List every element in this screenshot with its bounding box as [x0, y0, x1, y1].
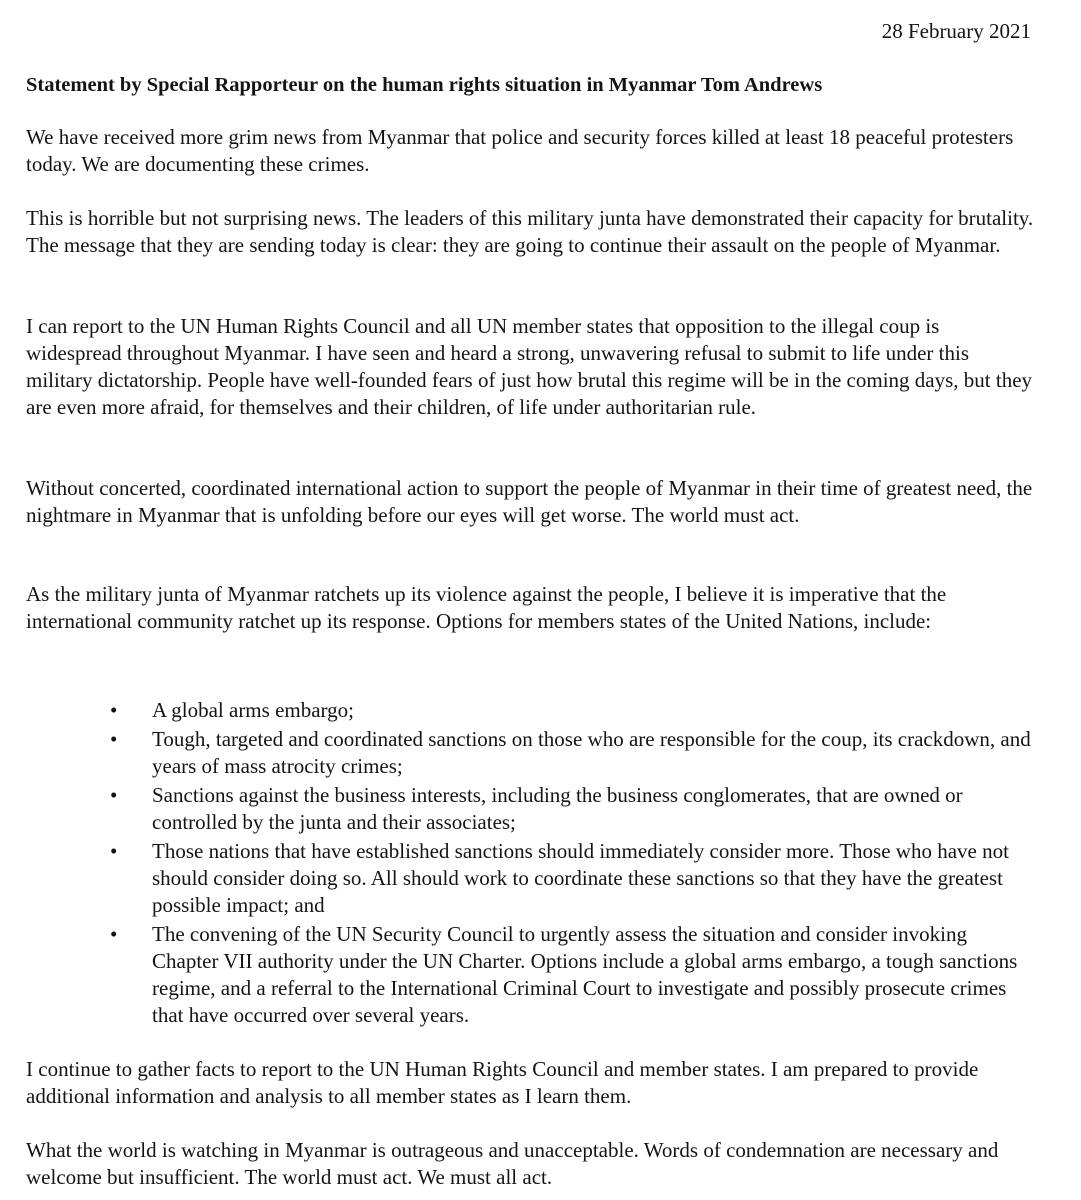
- statement-title: Statement by Special Rapporteur on the human rights situation in Myanmar Tom Andrews: [26, 74, 823, 96]
- bullet-icon: •: [110, 727, 118, 751]
- list-item-text: The convening of the UN Security Council to urgently assess the situation and consider invoking Chapter VII authority under the UN Charter. Options include a global arms embargo, a tough sanctions regime, and a referral to the International Criminal Court to investigate and possibly prosecute crimes that have occurred over several years.: [152, 922, 1018, 1027]
- closing-paragraph-2: What the world is watching in Myanmar is outrageous and unacceptable. Words of condemnation are necessary and welcome but insufficient. The world must act. We must all act.: [26, 1138, 999, 1189]
- closing-paragraph-1: I continue to gather facts to report to the UN Human Rights Council and member states. I am prepared to provide additional information and analysis to all member states as I learn them.: [26, 1057, 979, 1108]
- paragraph-5: As the military junta of Myanmar ratchets up its violence against the people, I believe it is imperative that the international community ratchet up its response. Options for members states of the United Nations, include:: [26, 582, 947, 633]
- list-item-text: Sanctions against the business interests, including the business conglomerates, that are owned or controlled by the junta and their associates;: [152, 783, 963, 834]
- options-list: [26, 697, 1036, 1031]
- bullet-icon: •: [110, 839, 118, 863]
- list-item: [26, 782, 1036, 836]
- paragraph-4: Without concerted, coordinated international action to support the people of Myanmar in their time of greatest need, the nightmare in Myanmar that is unfolding before our eyes will get worse. The world must act.: [26, 476, 1033, 527]
- list-item-text: Those nations that have established sanctions should immediately consider more. Those who have not should consider doing so. All should work to coordinate these sanctions so that they have the greatest possible impact; and: [152, 839, 1009, 917]
- list-item-text: A global arms embargo;: [152, 698, 354, 722]
- list-item: [26, 921, 1036, 1029]
- paragraph-3: I can report to the UN Human Rights Council and all UN member states that opposition to the illegal coup is widespread throughout Myanmar. I have seen and heard a strong, unwavering refusal to submit to life under this military dictatorship. People have well-founded fears of just how brutal this regime will be in the coming days, but they are even more afraid, for themselves and their children, of life under authoritarian rule.: [26, 314, 1033, 419]
- paragraph-2: This is horrible but not surprising news. The leaders of this military junta have demonstrated their capacity for brutality. The message that they are sending today is clear: they are going to continue their assault on the people of Myanmar.: [26, 206, 1034, 257]
- bullet-icon: •: [110, 922, 118, 946]
- bullet-icon: •: [110, 698, 118, 722]
- bullet-icon: •: [110, 783, 118, 807]
- list-item: [26, 697, 1036, 724]
- list-item-text: Tough, targeted and coordinated sanctions on those who are responsible for the coup, its crackdown, and years of mass atrocity crimes;: [152, 727, 1031, 778]
- statement-date: 28 February 2021: [881, 19, 1031, 43]
- list-item: [26, 838, 1036, 919]
- paragraph-1: We have received more grim news from Myanmar that police and security forces killed at least 18 peaceful protesters today. We are documenting these crimes.: [26, 125, 1014, 176]
- list-item: [26, 726, 1036, 780]
